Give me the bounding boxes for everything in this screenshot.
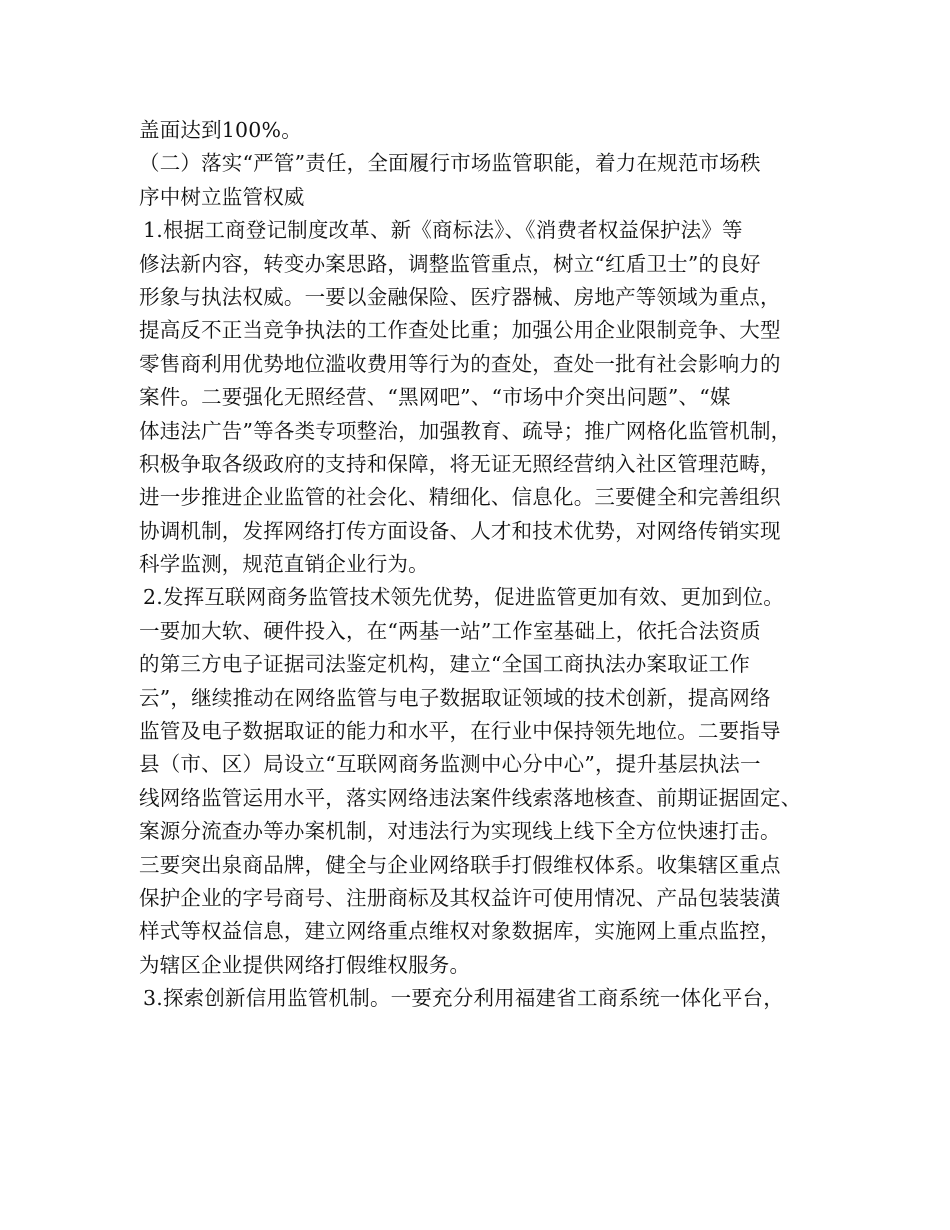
text-line: 形象与执法权威。一要以金融保险、医疗器械、房地产等领域为重点， <box>139 284 781 309</box>
text-line: 监管及电子数据取证的能力和水平，在行业中保持领先地位。二要指导 <box>139 719 781 744</box>
paragraph-start-line: 2.发挥互联网商务监管技术领先优势，促进监管更加有效、更加到位。 <box>143 585 784 610</box>
text-line: 零售商利用优势地位滥收费用等行为的查处，查处一批有社会影响力的 <box>139 351 781 376</box>
text-line: 案源分流查办等办案机制，对违法行为实现线上线下全方位快速打击。 <box>139 819 781 844</box>
text-line: 一要加大软、硬件投入，在“两基一站”工作室基础上，依托合法资质 <box>139 618 761 643</box>
text-line: 的第三方电子证据司法鉴定机构，建立“全国工商执法办案取证工作 <box>139 652 750 677</box>
text-line: 科学监测，规范直销企业行为。 <box>139 552 429 577</box>
text-line: 修法新内容，转变办案思路，调整监管重点，树立“红盾卫士”的良好 <box>139 251 761 276</box>
text-line: 盖面达到100%。 <box>139 118 302 142</box>
section-heading-line: 序中树立监管权威 <box>139 184 305 209</box>
section-heading-line: （二）落实“严管”责任，全面履行市场监管职能，着力在规范市场秩 <box>139 151 761 176</box>
paragraph-start-line: 1.根据工商登记制度改革、新《商标法》、《消费者权益保护法》等 <box>143 218 743 243</box>
text-line: 积极争取各级政府的支持和保障，将无证无照经营纳入社区管理范畴， <box>139 451 781 476</box>
text-line: 保护企业的字号商号、注册商标及其权益许可使用情况、产品包装装潢 <box>139 885 781 910</box>
text-line: 样式等权益信息，建立网络重点维权对象数据库，实施网上重点监控， <box>139 919 781 944</box>
text-line: 体违法广告”等各类专项整治，加强教育、疏导；推广网格化监管机制， <box>139 418 792 443</box>
document-body <box>139 114 839 1016</box>
text-line: 提高反不正当竞争执法的工作查处比重；加强公用企业限制竞争、大型 <box>139 318 781 343</box>
text-line: 进一步推进企业监管的社会化、精细化、信息化。三要健全和完善组织 <box>139 485 781 510</box>
text-line: 云”，继续推动在网络监管与电子数据取证领域的技术创新，提高网络 <box>139 685 771 710</box>
text-line: 协调机制，发挥网络打传方面设备、人才和技术优势，对网络传销实现 <box>139 518 781 543</box>
text-line: 案件。二要强化无照经营、“黑网吧”、“市场中介突出问题”、“媒 <box>139 385 731 410</box>
text-line: 为辖区企业提供网络打假维权服务。 <box>139 952 471 977</box>
paragraph-start-line: 3.探索创新信用监管机制。一要充分利用福建省工商系统一体化平台， <box>143 986 784 1011</box>
text-line: 县（市、区）局设立“互联网商务监测中心分中心”，提升基层执法一 <box>139 752 761 777</box>
text-line: 三要突出泉商品牌，健全与企业网络联手打假维权体系。收集辖区重点 <box>139 852 781 877</box>
text-line: 线网络监管运用水平，落实网络违法案件线索落地核查、前期证据固定、 <box>139 785 802 810</box>
